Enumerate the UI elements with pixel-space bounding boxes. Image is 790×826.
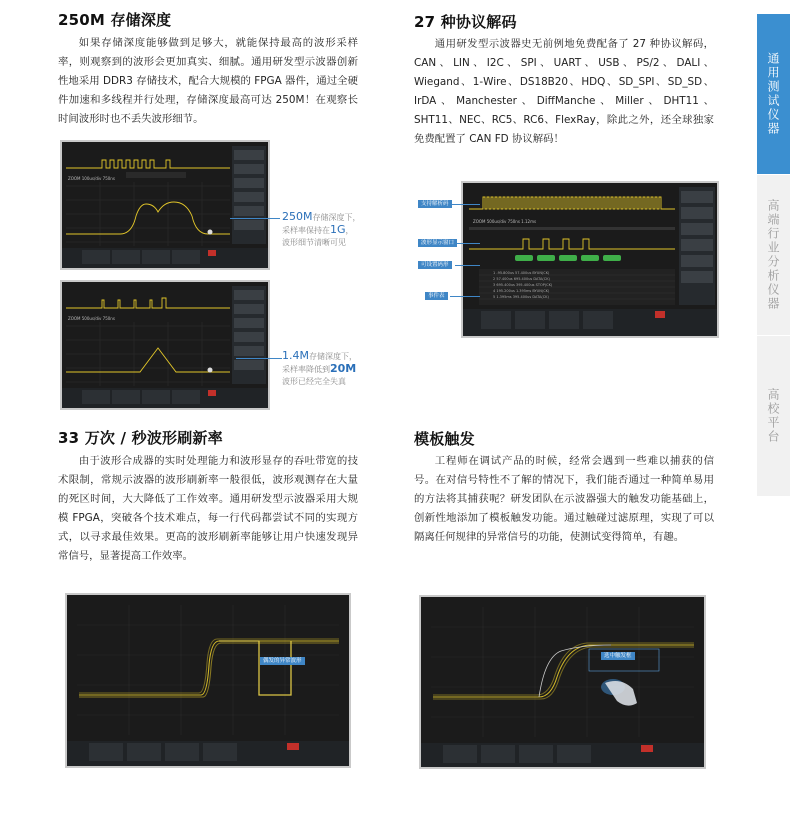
svg-text:ZOOM 500us/div 750ns: ZOOM 500us/div 750ns: [68, 316, 115, 321]
template-title: 模板触发: [414, 430, 475, 448]
scope-screenshot-refresh: [65, 593, 351, 768]
refresh-title: 33 万次 / 秒波形刷新率: [58, 429, 223, 447]
category-sidebar: [757, 14, 790, 497]
refresh-paragraph: 由于波形合成器的实时处理能力和波形显存的吞吐带宽的技术限制，常规示波器的波形刷新率一般很低，波形观测存在大量的死区时间，大大降低了工作效率。通用研发型示波器采用大规模 FPGA，突破各个技术难点，每一行代码都尝试不同的实现方式，以寻求最佳效果。更高的波形刷新率能够让用户快速发现异常信号，显著提高工作效率。: [58, 455, 358, 562]
template-paragraph: 工程师在调试产品的时候，经常会遇到一些难以捕获的信号。在对信号特性不了解的情况下，我们能否通过一种简单易用的方法将其捕获呢？研发团队在示波器强大的触发功能基础上，创新性地添加了模板触发功能。通过触碰过滤原理，实现了可以隔离任何规律的异常信号的功能，使测试变得简单，有趣。: [414, 455, 714, 543]
protocol-title: 27 种协议解码: [414, 13, 517, 31]
sidebar-tab-label: 高端行业分析仪器: [766, 199, 780, 311]
callout-event-table: 事件表: [425, 292, 448, 300]
svg-text:3 695.400us 395.400us ST: 3 695.400us 395.400us STOP(CK): [493, 283, 553, 287]
caption-2-rate: 20M: [330, 362, 357, 375]
scope-screenshot-template: [419, 595, 706, 769]
callout-anomaly: 偶发的异常波形: [260, 657, 305, 665]
refresh-body: [58, 452, 358, 566]
scope-screenshot-250m: [60, 140, 270, 270]
caption-2-line3: 波形已经完全失真: [282, 377, 346, 386]
callout-code-setting-leader: [455, 265, 480, 266]
caption-1-line3: 波形细节清晰可见: [282, 238, 346, 247]
callout-decode-leader: [452, 204, 480, 205]
caption-2-line2: 采样率降低到: [282, 365, 330, 374]
protocol-body: [414, 35, 714, 149]
sidebar-tab-label: 高校平台: [766, 388, 780, 444]
caption-1-depth: 250M: [282, 210, 313, 223]
caption-2-depth: 1.4M: [282, 349, 309, 362]
memory-paragraph: 如果存储深度能够做到足够大，就能保持最高的波形采样率，则观察到的波形会更加真实、细腻。通用研发型示波器创新性地采用 DDR3 存储技术，配合大规模的 FPGA 器件，通过全硬件加速和多线程并行处理，存储深度最高可达 250M！在观察长时间波形时也不丢失波形细节。: [58, 37, 358, 125]
memory-caption-2: [282, 350, 357, 388]
svg-text:1 -95.800us 57.400us BYU: 1 -95.800us 57.400us BYUN(CK): [493, 271, 550, 275]
svg-text:2 57.400us 695.400us DA: 2 57.400us 695.400us DATA(CK): [493, 277, 550, 281]
scope-screenshot-1-4m: [60, 280, 270, 410]
caption-leader-2: [236, 358, 282, 359]
svg-text:ZOOM 500us/div 750ns: ZOOM 500us/div 750ns 1.12ms: [473, 219, 537, 224]
caption-leader-1: [230, 218, 280, 219]
svg-text:ZOOM 100us/div 750ns: ZOOM 100us/div 750ns: [68, 176, 115, 181]
caption-1-line2: 采样率保持在: [282, 226, 330, 235]
memory-body: [58, 34, 358, 129]
protocol-paragraph: 通用研发型示波器史无前例地免费配备了 27 种协议解码，CAN、LIN、I2C、SPI、UART、USB、PS/2、DALI、Wiegand、1-Wire、DS18B20、HDQ、SD_SPI、SD_SD、IrDA、Manchester、DiffManche、Miller、DHT11、SHT11、NEC、RC5、RC6、FlexRay，除此之外，还全球独家免费配置了 CAN FD 协议解码！: [414, 38, 714, 145]
caption-1-line2-post: ，: [345, 226, 354, 235]
sidebar-tab-industry[interactable]: [757, 175, 790, 335]
svg-text:5 1.395ms 395.400us DA: 5 1.395ms 395.400us DATA(CK): [493, 295, 549, 299]
callout-event-table-leader: [450, 296, 480, 297]
callout-select-trigger: 选中触发框: [601, 652, 635, 660]
memory-title: 250M 存储深度: [58, 11, 172, 29]
sidebar-tab-label: 通用测试仪器: [766, 52, 780, 136]
sidebar-tab-university[interactable]: [757, 336, 790, 496]
memory-caption-1: [282, 211, 361, 249]
caption-1-rate: 1G: [330, 223, 346, 236]
callout-wave-window: 波形显示窗口: [418, 239, 457, 247]
scope-screenshot-decode: [461, 181, 719, 338]
callout-wave-window-leader: [455, 243, 480, 244]
template-body: [414, 452, 714, 547]
caption-2-line1: 存储深度下，: [308, 352, 357, 361]
callout-decode: 支持解析码: [418, 200, 452, 208]
caption-1-line1: 存储深度下，: [312, 213, 361, 222]
sidebar-tab-general-test[interactable]: [757, 14, 790, 174]
callout-code-setting: 可设置码形: [418, 261, 452, 269]
svg-text:4 195.200us 1.395ms BY: 4 195.200us 1.395ms BYUN(CK): [493, 289, 550, 293]
